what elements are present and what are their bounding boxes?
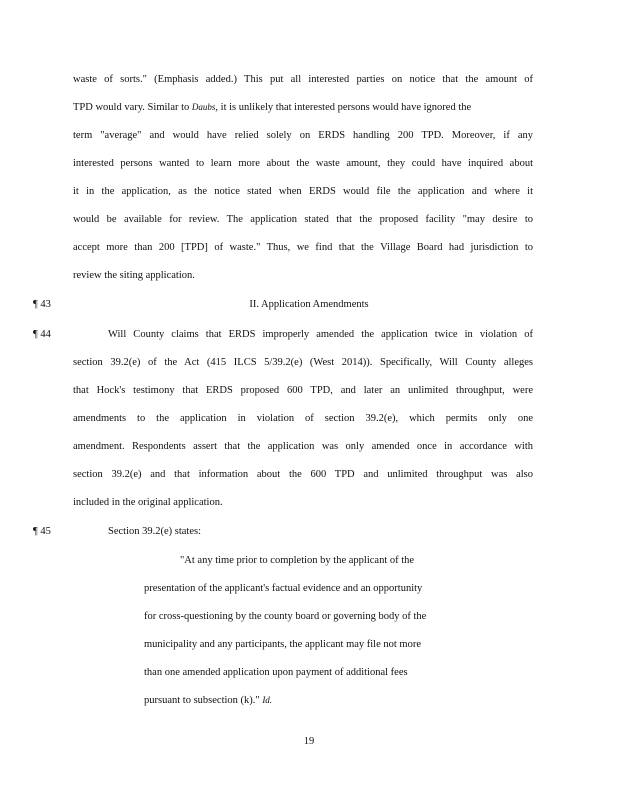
body-text-line: term "average" and would have relied solely on ERDS handling 200 TPD. Moreover, if any bbox=[73, 130, 533, 141]
page-number: 19 bbox=[303, 736, 315, 747]
body-text-line: that Hock's testimony that ERDS proposed 600 TPD, and later an unlimited throughput, were bbox=[73, 385, 533, 396]
block-quote-line: for cross-questioning by the county board or governing body of the bbox=[144, 611, 427, 622]
block-quote-line: than one amended application upon payment of additional fees bbox=[144, 667, 408, 678]
case-name: Daubs bbox=[191, 102, 216, 112]
body-text-line: section 39.2(e) of the Act (415 ILCS 5/39.2(e) (West 2014)). Specifically, Will County alleges bbox=[73, 357, 533, 368]
body-text-line: TPD would vary. Similar to Daubs, it is unlikely that interested persons would have ignored the bbox=[73, 102, 472, 113]
body-text-line: amendments to the application in violation of section 39.2(e), which permits only one bbox=[73, 413, 533, 424]
body-text-line: Will County claims that ERDS improperly amended the application twice in violation of bbox=[108, 329, 533, 340]
body-text-line: amendment. Respondents assert that the application was only amended once in accordance with bbox=[73, 441, 533, 452]
block-quote-line: "At any time prior to completion by the applicant of the bbox=[180, 555, 415, 566]
paragraph-number: ¶ 45 bbox=[33, 526, 51, 537]
block-quote-line: pursuant to subsection (k)." Id. bbox=[144, 695, 273, 706]
body-text-line: waste of sorts." (Emphasis added.) This put all interested parties on notice that the amount of bbox=[73, 74, 533, 85]
body-text-line: interested persons wanted to learn more about the waste amount, they could have inquired about bbox=[73, 158, 533, 169]
block-quote-line: presentation of the applicant's factual evidence and an opportunity bbox=[144, 583, 423, 594]
body-text-line: Section 39.2(e) states: bbox=[108, 526, 202, 537]
section-heading: II. Application Amendments bbox=[249, 299, 369, 310]
body-text-line: review the siting application. bbox=[73, 270, 195, 281]
body-text-line: would be available for review. The application stated that the proposed facility "may desire to bbox=[73, 214, 533, 225]
body-text-line: included in the original application. bbox=[73, 497, 223, 508]
citation: Id. bbox=[262, 695, 273, 705]
paragraph-number: ¶ 44 bbox=[33, 329, 51, 340]
body-text-line: it in the application, as the notice stated when ERDS would file the application and where it bbox=[73, 186, 533, 197]
paragraph-number: ¶ 43 bbox=[33, 299, 51, 310]
block-quote-line: municipality and any participants, the applicant may file not more bbox=[144, 639, 421, 650]
body-text-line: section 39.2(e) and that information about the 600 TPD and unlimited throughput was also bbox=[73, 469, 533, 480]
body-text-line: accept more than 200 [TPD] of waste." Thus, we find that the Village Board had jurisdiction to bbox=[73, 242, 533, 253]
